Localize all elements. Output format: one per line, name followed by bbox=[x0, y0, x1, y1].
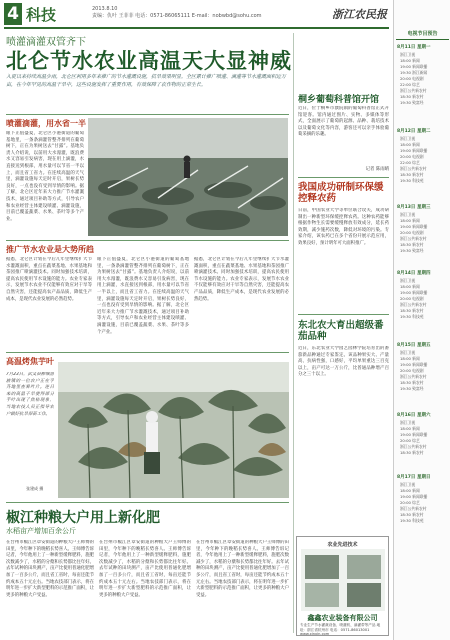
sidebar-date: 8月12日 星期二 bbox=[397, 129, 431, 134]
sidebar-date: 8月13日 星期三 bbox=[397, 205, 431, 210]
photo-caption: 7月23日，武义县柳城畲族镇的一位农户正在芋艿地里查看叶片。连日来的高温干旱使得部分芋叶出现了焦枯现象，当地农技人员正指导农户做好抗旱保苗工作。 bbox=[6, 372, 54, 417]
sidebar-day bbox=[397, 412, 449, 456]
article-2-body-col1: 据悉，北仑区计划在今后几年里继续扩大节水灌溉面积，重点在蔬菜基地、水果基地和茶园推广喷滴灌技术。同时加强技术培训，提高农民使用节水设施的能力。农业专家表示，发展节水农业不仅能够有效应对干旱等自然灾害，还能提高农产品品质，降低生产成本，是现代农业发展的必然趋势。 bbox=[6, 257, 92, 302]
sidebar-program: 18:30 新农村 bbox=[400, 94, 424, 99]
sidebar-program: 18:00 新闻 bbox=[400, 284, 420, 289]
sidebar-program: 19:00 新闻联播 bbox=[400, 224, 428, 229]
sidebar-program: 18:00 新闻 bbox=[400, 356, 420, 361]
sidebar-program: 19:00 新闻联播 bbox=[400, 148, 428, 153]
right-article-2-title: 我国成功研制环保缓控释农药 bbox=[298, 182, 384, 204]
sidebar-program: 浙江公共新农村 bbox=[400, 166, 427, 171]
sidebar-program: 浙江卫视 bbox=[400, 482, 416, 487]
sidebar-program: 浙江卫视 bbox=[400, 52, 416, 57]
article-4-subtitle: 水稻亩产增加百余公斤 bbox=[6, 527, 76, 535]
sidebar-date: 8月11日 星期一 bbox=[397, 45, 431, 50]
page-number: 4 bbox=[4, 3, 22, 25]
field-photo bbox=[88, 118, 288, 236]
sidebar-program: 浙江公共新农村 bbox=[400, 88, 427, 93]
sidebar-day bbox=[397, 474, 449, 524]
sidebar-program: 20:00 综艺 bbox=[400, 438, 420, 443]
sidebar-day bbox=[397, 270, 449, 320]
article-4-body-col3: 在台州市椒江区章安街道的种粮大户王师傅的田里，今年种下的晚稻长势喜人。王师傅告诉记者，今年他用上了一种新型缓释肥料，施肥次数减少了，水稻的分蘖和长势都比往年好。去年试种的田块测产，亩产比使用普通化肥增加了一百多公斤，而且省工省时，每亩还能节约成本五十元左右。当地农技部门表示，将在明年进一步扩大新型肥料的示范推广面积，让更多的种粮大户受益。 bbox=[196, 540, 289, 598]
divider-1 bbox=[6, 240, 289, 241]
sidebar-program: 19:00 新闻联播 bbox=[400, 64, 428, 69]
right-article-1-credit: 记者 陈雨晴 bbox=[365, 167, 389, 172]
right-divider-1 bbox=[298, 177, 389, 178]
article-4-body-col2: 在台州市椒江区章安街道的种粮大户王师傅的田里，今年种下的晚稻长势喜人。王师傅告诉记者，今年他用上了一种新型缓释肥料，施肥次数减少了，水稻的分蘖和长势都比往年好。去年试种的田块测产，亩产比使用普通化肥增加了一百多公斤，而且省工省时，每亩还能节约成本五十元左右。当地农技部门表示，将在明年进一步扩大新型肥料的示范推广面积，让更多的种粮大户受益。 bbox=[99, 540, 191, 598]
sidebar-program: 浙江卫视 bbox=[400, 420, 416, 425]
taro-photo bbox=[58, 362, 289, 498]
divider-2 bbox=[6, 352, 289, 353]
ad-product-images bbox=[301, 549, 385, 611]
column-divider bbox=[293, 33, 294, 633]
advertisement-box bbox=[296, 536, 389, 636]
page-header bbox=[4, 3, 389, 27]
sidebar-program: 19:00 新闻联播 bbox=[400, 362, 428, 367]
sidebar-program: 18:30 新农村 bbox=[400, 512, 424, 517]
sidebar-program: 浙江卫视 bbox=[400, 278, 416, 283]
sidebar-program: 18:30 新农村 bbox=[400, 172, 424, 177]
sidebar-date: 8月16日 星期六 bbox=[397, 413, 431, 418]
sidebar-program: 19:30 浙江新闻 bbox=[400, 70, 428, 75]
sidebar-program: 19:30 致富经 bbox=[400, 248, 424, 253]
ad-contact-text: 专业生产节水灌溉设备、喷灌机、滴灌带等产品 地址：浙江省杭州市 电话：0571-86013001 www.xinxin.com bbox=[300, 623, 381, 637]
sidebar-title: 电视节目预告 bbox=[396, 30, 449, 40]
sidebar-program: 19:30 致富经 bbox=[400, 386, 424, 391]
ad-product-image bbox=[301, 549, 385, 611]
sidebar-program: 18:30 新农村 bbox=[400, 450, 424, 455]
sidebar-program: 18:30 新农村 bbox=[400, 380, 424, 385]
sidebar-program: 19:00 新闻联播 bbox=[400, 290, 428, 295]
sidebar-program: 22:00 综艺 bbox=[400, 160, 420, 165]
ad-title: 农业先进技术 bbox=[327, 542, 358, 548]
sidebar-program: 19:30 致富经 bbox=[400, 100, 424, 105]
sidebar-day bbox=[397, 342, 449, 392]
lead-headline: 北仑节水农业高温天大显神威 bbox=[6, 48, 292, 73]
sidebar-program: 18:30 新农村 bbox=[400, 308, 424, 313]
lead-intro: 入夏以来持续高温少雨，北仑区利用多年来推广的节水灌溉设施，抗旱效果明显。全区累计推广喷灌、滴灌等节水灌溉面积近万亩，在今年罕见的高温干旱中，这些设施发挥了重要作用，有效保障了农作物的正常生长。 bbox=[6, 74, 287, 88]
article-2-title: 推广节水农业是大势所趋 bbox=[6, 245, 94, 254]
sidebar-program: 18:30 新农村 bbox=[400, 242, 424, 247]
issue-date: 2013.8.10 bbox=[92, 6, 118, 12]
sidebar-program: 浙江公共新农村 bbox=[400, 444, 427, 449]
sidebar-date: 8月14日 星期四 bbox=[397, 271, 431, 276]
lead-divider bbox=[6, 114, 289, 115]
field-photo-image bbox=[88, 118, 288, 236]
article-4-title: 椒江种粮大户用上新化肥 bbox=[6, 510, 160, 526]
article-1-title: 喷灌滴灌，用水省一半 bbox=[6, 119, 86, 128]
divider-3 bbox=[6, 502, 289, 503]
sidebar-program: 浙江公共新农村 bbox=[400, 302, 427, 307]
sidebar-program: 18:00 新闻 bbox=[400, 142, 420, 147]
sidebar-program: 19:30 科技苑 bbox=[400, 518, 424, 523]
section-title: 科技 bbox=[26, 6, 57, 24]
sidebar-program: 18:00 新闻 bbox=[400, 488, 420, 493]
right-article-3-title: 东北农大育出超级番茄品种 bbox=[298, 320, 384, 342]
ad-company-name: 鑫鑫农业装备有限公司 bbox=[307, 613, 378, 622]
tv-schedule-sidebar bbox=[393, 0, 450, 640]
article-2-body-col2: 眼下正值盛夏，北仑区小港街道的葡萄基地里，一条条滴灌管整齐排列在葡萄树下，正在为果树送去“甘露”。基地负责人介绍说，以前用大水漫灌，既浪费水又容易引发病害，现在用上滴灌，水直接送到根部，用水量可以节省一半以上，而且省工省力。在连续高温的天气里，滴灌设施每天定时开启，果树长势良好，一点也没有受到旱情的影响。据了解，北仑区近年来大力推广节水灌溉技术，通过项目补助等方式，引导农户和农业经营主体建设喷灌、滴灌设施，目前已覆盖蔬菜、水果、茶叶等多个产业。 bbox=[97, 257, 189, 335]
right-article-1-body: 近日，位于桐乡市濮院镇的葡萄科普馆正式开馆迎客。馆内通过图片、实物、多媒体等形式，全面展示了葡萄的起源、品种、栽培技术以及葡萄文化等内容，游客还可以亲手体验葡萄采摘的乐趣。 bbox=[298, 106, 389, 138]
sidebar-program: 浙江公共新农村 bbox=[400, 374, 427, 379]
sidebar-date: 8月17日 星期日 bbox=[397, 475, 431, 480]
sidebar-day bbox=[397, 204, 449, 254]
sidebar-program: 20:00 电视剧 bbox=[400, 76, 424, 81]
sidebar-program: 浙江公共新农村 bbox=[400, 506, 427, 511]
newspaper-logo: 浙江农民报 bbox=[332, 8, 387, 21]
lead-kicker: 喷灌滴灌双管齐下 bbox=[6, 37, 86, 48]
sidebar-program: 19:30 科技苑 bbox=[400, 178, 424, 183]
article-2-body-col3: 据悉，北仑区计划在今后几年里继续扩大节水灌溉面积，重点在蔬菜基地、水果基地和茶园推广喷滴灌技术。同时加强技术培训，提高农民使用节水设施的能力。农业专家表示，发展节水农业不仅能够有效应对干旱等自然灾害，还能提高农产品品质，降低生产成本，是现代农业发展的必然趋势。 bbox=[194, 257, 289, 302]
sidebar-program: 20:00 电视剧 bbox=[400, 230, 424, 235]
sidebar-day bbox=[397, 44, 449, 106]
sidebar-program: 22:00 综艺 bbox=[400, 82, 420, 87]
article-1-body: 眼下正值盛夏，北仑区小港街道的葡萄基地里，一条条滴灌管整齐排列在葡萄树下，正在为果树送去“甘露”。基地负责人介绍说，以前用大水漫灌，既浪费水又容易引发病害，现在用上滴灌，水直接送到根部，用水量可以节省一半以上，而且省工省力。在连续高温的天气里，滴灌设施每天定时开启，果树长势良好，一点也没有受到旱情的影响。据了解，北仑区近年来大力推广节水灌溉技术，通过项目补助等方式，引导农户和农业经营主体建设喷灌、滴灌设施，目前已覆盖蔬菜、水果、茶叶等多个产业。 bbox=[6, 131, 84, 222]
header-rule bbox=[4, 27, 389, 29]
sidebar-program: 19:00 新闻联播 bbox=[400, 432, 428, 437]
sidebar-program: 20:00 电视剧 bbox=[400, 154, 424, 159]
sidebar-program: 19:30 科技苑 bbox=[400, 314, 424, 319]
right-article-1-title: 桐乡葡萄科普馆开馆 bbox=[298, 95, 380, 105]
header-meta bbox=[92, 6, 292, 20]
sidebar-program: 18:00 新闻 bbox=[400, 426, 420, 431]
sidebar-program: 20:00 电视剧 bbox=[400, 296, 424, 301]
sidebar-date: 8月15日 星期五 bbox=[397, 343, 431, 348]
sidebar-program: 浙江卫视 bbox=[400, 350, 416, 355]
taro-photo-image bbox=[58, 362, 289, 498]
right-divider-2 bbox=[298, 314, 389, 315]
article-3-title: 高温烤焦芋叶 bbox=[6, 357, 54, 366]
article-4-body-col1: 在台州市椒江区章安街道的种粮大户王师傅的田里，今年种下的晚稻长势喜人。王师傅告诉记者，今年他用上了一种新型缓释肥料，施肥次数减少了，水稻的分蘖和长势都比往年好。去年试种的田块测产，亩产比使用普通化肥增加了一百多公斤，而且省工省时，每亩还能节约成本五十元左右。当地农技部门表示，将在明年进一步扩大新型肥料的示范推广面积，让更多的种粮大户受益。 bbox=[6, 540, 94, 598]
sidebar-program: 20:00 综艺 bbox=[400, 500, 420, 505]
sidebar-program: 浙江卫视 bbox=[400, 136, 416, 141]
sidebar-program: 20:00 电视剧 bbox=[400, 368, 424, 373]
sidebar-day bbox=[397, 128, 449, 184]
sidebar-program: 19:00 新闻联播 bbox=[400, 494, 428, 499]
sidebar-program: 18:00 新闻 bbox=[400, 218, 420, 223]
right-article-3-body: 近日，东北农业大学园艺园林学院培育出的番茄新品种通过专家鉴定。该品种果实大、产量高、抗病性强，口感好，平均单果重达三百克以上，亩产可达一万公斤，比普通品种增产百分之三十以上。 bbox=[298, 346, 389, 378]
right-article-2-body: 日前，中国农业大学等单位联合攻关，成功研制出一种新型环保缓控释农药。这种农药能够根据作物生长需要缓慢释放有效成分，延长药效期，减少施药次数，降低对环境的污染。专家介绍，该农药已在多个省份开展示范应用，效果良好，预计明年可大面积推广。 bbox=[298, 208, 389, 246]
editor-contact: 责编：仇叶 王菲菲 电话：0571-86065111 E-mail：nobwbd@sohu.com bbox=[92, 13, 262, 19]
sidebar-program: 浙江公共新农村 bbox=[400, 236, 427, 241]
sidebar-program: 浙江卫视 bbox=[400, 212, 416, 217]
sidebar-program: 18:00 新闻 bbox=[400, 58, 420, 63]
photo-credit: 张建成 摄 bbox=[26, 486, 44, 491]
